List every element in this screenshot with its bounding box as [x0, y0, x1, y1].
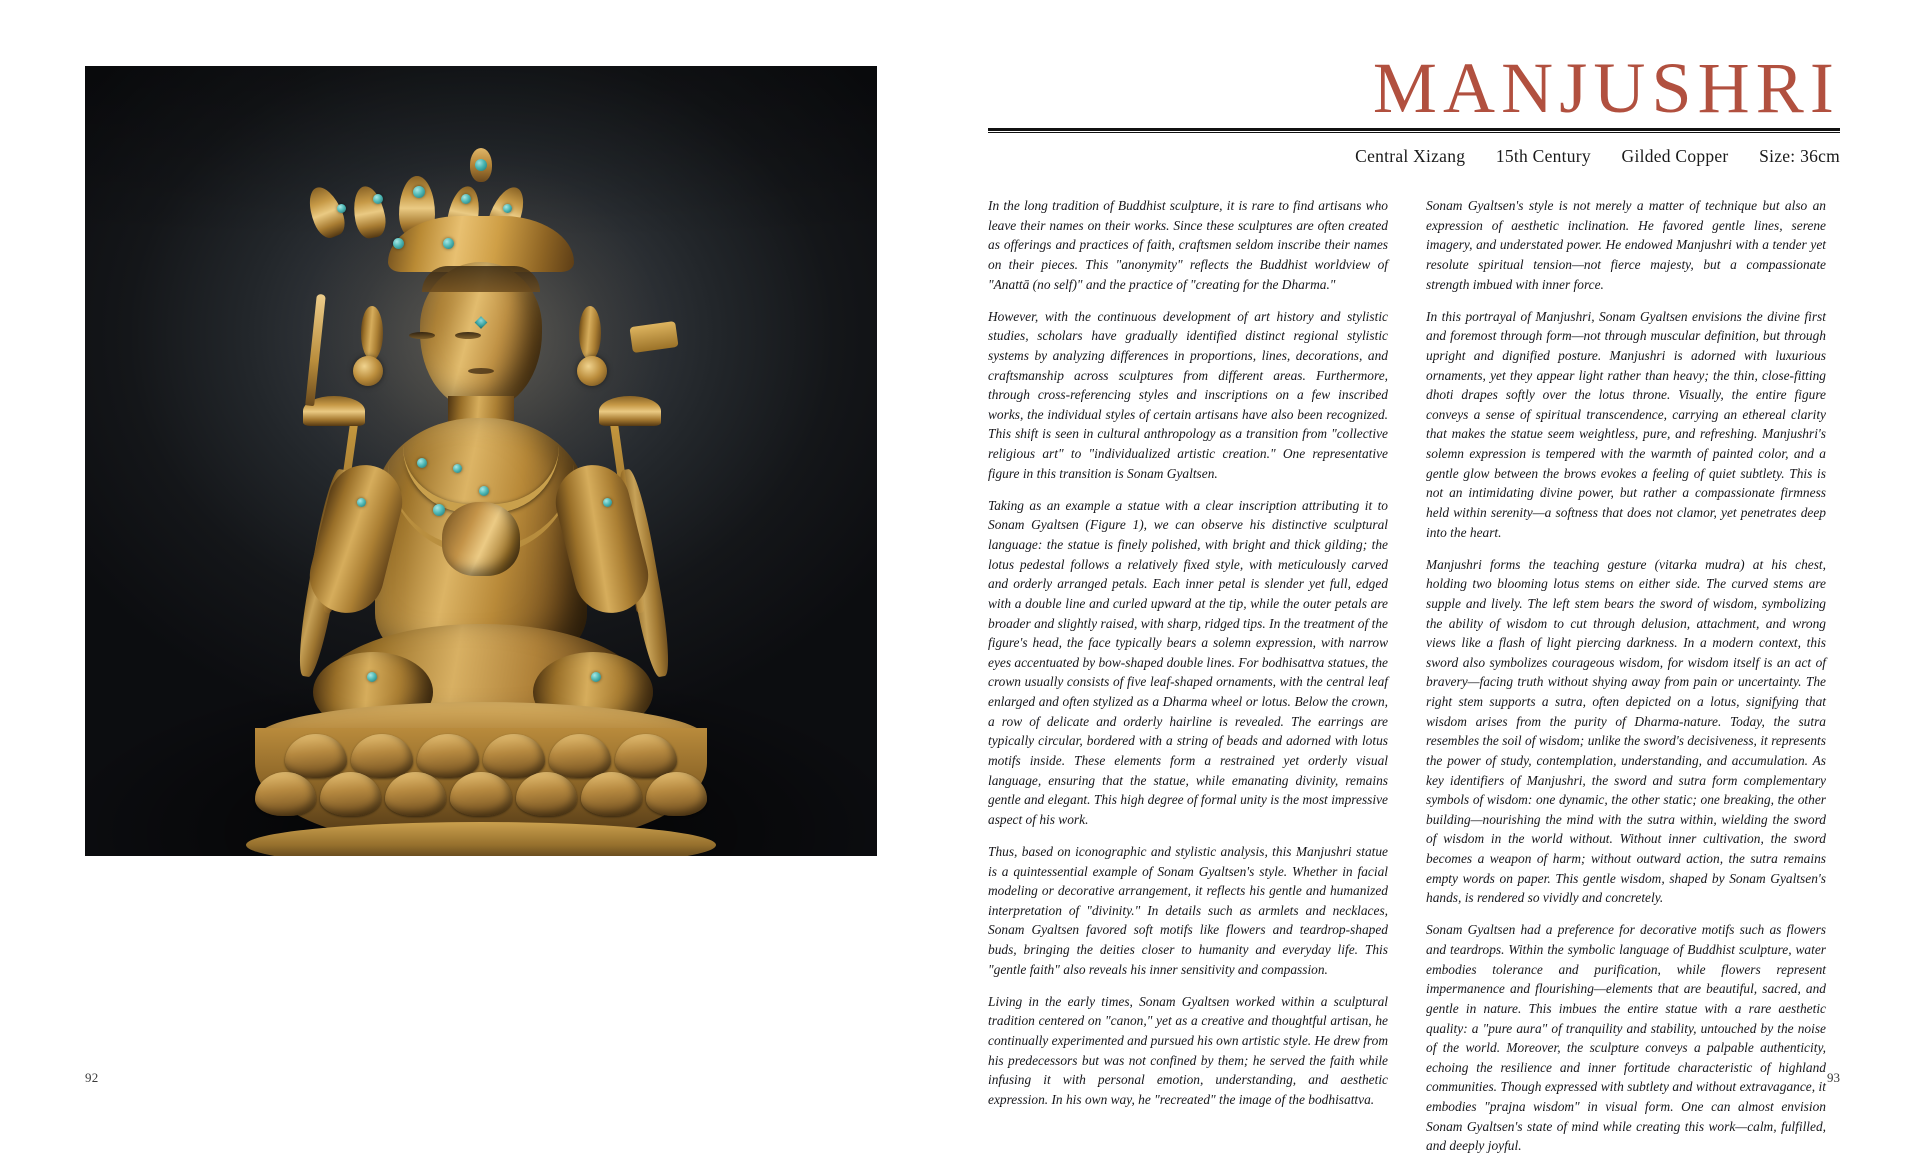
- page-number-left: 92: [85, 1070, 99, 1085]
- necklace-jewel-1: [417, 458, 427, 468]
- eye-left: [409, 332, 435, 339]
- finial-turquoise-jewel: [475, 159, 487, 171]
- paragraph: Taking as an example a statue with a clear inscription attributing it to Sonam Gyaltsen (Figure 1), we can observe his distinctive sculptural language: the statue is finely polished, with bright and thick gilding; the lotus pedestal follows a relatively fixed style, with meticulously carved and orderly arranged petals. Each inner petal is slender yet full, edged with a double line and curled upward at the tip, while the outer petals are broader and slightly raised, with sharp, ridged tips. In the treatment of the figure's head, the face typically bears a solemn expression, with narrow eyes accentuated by bow-shaped double lines. For bodhisattva statues, the crown usually consists of five leaf-shaped ornaments, with the central leaf enlarged and often stylized as a Dharma wheel or lotus. Below the crown, a row of delicate and orderly hairline is revealed. The earrings are typically circular, bordered with a string of beads and adorned with lotus motifs inside. These elements form a restrained yet orderly visual language, ensuring that the statue, while emanating divinity, remains gentle and elegant. This high degree of formal unity is the most impressive aspect of his work.: [988, 497, 1388, 827]
- lotus-petal: [516, 772, 577, 816]
- manjushri-statue-figure: [161, 66, 801, 856]
- lotus-petal: [255, 772, 316, 816]
- title-rule: [988, 128, 1840, 133]
- ear-right: [579, 306, 601, 360]
- lotus-petal: [385, 772, 446, 816]
- lotus-petal: [450, 772, 511, 816]
- lotus-bloom-right: [599, 396, 661, 426]
- crown-jewel-4: [461, 194, 471, 204]
- paragraph: In the long tradition of Buddhist sculpture, it is rare to find artisans who leave their names on their works. Since these sculptures are often created as offerings and practices of faith, craftsmen seldom inscribe their names on their pieces. This "anonymity" reflects the Buddhist worldview of "Anattā (no self)" and the practice of "creating for the Dharma.": [988, 198, 1388, 292]
- throne-base-rim: [246, 822, 716, 856]
- armlet-jewel-left: [357, 498, 366, 507]
- crown-jewel-2: [373, 194, 383, 204]
- meta-origin: Central Xizang: [1355, 146, 1466, 166]
- body-column-left: [988, 196, 1388, 1156]
- armlet-jewel-right: [603, 498, 612, 507]
- crown-jewel-3: [413, 186, 425, 198]
- earring-right: [577, 356, 607, 386]
- pendant-jewel: [433, 504, 445, 516]
- crown-band-jewel-1: [393, 238, 404, 249]
- anklet-jewel-left: [367, 672, 377, 682]
- paragraph: Manjushri forms the teaching gesture (vitarka mudra) at his chest, holding two blooming lotus stems on either side. The curved stems are supple and lively. The left stem bears the sword of wisdom, symbolizing the ability of wisdom to cut through delusion, attachment, and wrong views like a flash of light piercing darkness. In a modern context, this sword also symbolizes courageous wisdom, for wisdom itself is an act of bravery—facing truth without shying away from pain or uncertainty. The right stem supports a sutra, often depicted on a lotus, signifying that wisdom arises from the purity of Dharma-nature. Today, the sutra resembles the soil of wisdom; unlike the sword's decisiveness, it represents the power of study, contemplation, understanding, and accumulation. As key identifiers of Manjushri, the sword and sutra form complementary symbols of wisdom: one dynamic, the other static; one breaking, the other building—nourishing the mind with the sutra within, wielding the sword of wisdom in the world without. Without inner cultivation, the sword becomes a weapon of harm; without outward action, the sutra remains empty words on paper. This gentle wisdom, shaped by Sonam Gyaltsen's hands, is rendered so vividly and concretely.: [1426, 556, 1826, 906]
- meta-size: Size: 36cm: [1759, 146, 1840, 166]
- page-title: MANJUSHRI: [1372, 48, 1840, 128]
- body-column-right: [1426, 196, 1826, 1156]
- meta-material: Gilded Copper: [1621, 146, 1729, 166]
- lotus-petal: [646, 772, 707, 816]
- paragraph: In this portrayal of Manjushri, Sonam Gyaltsen envisions the divine first and foremost through form—not through muscular definition, but through upright and dignified posture. Manjushri is adorned with luxurious ornaments, yet they appear light rather than heavy; the thin, close-fitting dhoti drapes softly over the lotus throne. Visually, the entire figure conveys a sense of spiritual transcendence, carrying an ethereal clarity that makes the statue seem weightless, pure, and refreshing. Manjushri's solemn expression is tempered with the warmth of painted color, and a gentle glow between the brows evokes a feeling of quiet subtlety. This is not an intimidating divine power, but rather a compassionate firmness held within serenity—a softness that does not clamor, yet penetrates deep into the heart.: [1426, 308, 1826, 540]
- sutra-scroll: [629, 321, 678, 353]
- ear-left: [361, 306, 383, 360]
- page-number-right: 93: [1827, 1070, 1840, 1085]
- lotus-petal: [581, 772, 642, 816]
- paragraph: However, with the continuous development of art history and stylistic studies, scholars have gradually identified distinct regional stylistic systems by analyzing differences in proportions, lines, decorations, and craftsmanship across sculptures from different areas. Furthermore, through cross-referencing styles and inscriptions on a few inscribed works, the individual styles of certain artisans have also been recognized. This shift is seen in cultural anthropology as a transition from "collective religious art" to "individualized artistic creation." One representative figure in this transition is Sonam Gyaltsen.: [988, 308, 1388, 481]
- necklace-jewel-2: [453, 464, 462, 473]
- lotus-petal-row-lower: [255, 772, 707, 816]
- paragraph: Thus, based on iconographic and stylistic analysis, this Manjushri statue is a quintessential example of Sonam Gyaltsen's style. Whether in facial modeling or decorative arrangement, it reflects his gentle and humanized interpretation of "divinity." In details such as armlets and necklaces, Sonam Gyaltsen favored soft motifs like flowers and teardrop-shaped buds, bringing the deities closer to humanity and everyday life. This "gentle faith" also reveals his inner sensitivity and compassion.: [988, 843, 1388, 977]
- lotus-petal: [320, 772, 381, 816]
- eye-right: [455, 332, 481, 339]
- right-page: [960, 0, 1920, 1154]
- earring-left: [353, 356, 383, 386]
- necklace-jewel-3: [479, 486, 489, 496]
- left-page: [0, 0, 960, 1131]
- anklet-jewel-right: [591, 672, 601, 682]
- crown-jewel-1: [337, 204, 346, 213]
- hands-vitarka-mudra: [442, 502, 520, 576]
- body-columns: [988, 196, 1840, 1156]
- crown-band-jewel-2: [443, 238, 454, 249]
- mouth: [468, 368, 494, 374]
- artifact-metadata: [1355, 146, 1840, 167]
- statue-photograph: [85, 66, 877, 856]
- paragraph: Sonam Gyaltsen's style is not merely a matter of technique but also an expression of aesthetic inclination. He favored gentle lines, serene imagery, and understated power. He endowed Manjushri with a tender yet resolute spiritual tension—not fierce majesty, but a compassionate strength imbued with inner force.: [1426, 198, 1826, 292]
- meta-period: 15th Century: [1495, 146, 1591, 166]
- paragraph: Sonam Gyaltsen had a preference for decorative motifs such as flowers and teardrops. Within the symbolic language of Buddhist sculpture, water embodies tolerance and purification, while flowers represent impermanence and flourishing—elements that are beautiful, sacred, and gentle in nature. This imbues the entire statue with a rare aesthetic quality: a "pure aura" of tranquility and stability, untouched by the noise of the world. Moreover, the sculpture conveys a palpable authenticity, echoing the resilience and inner fortitude characteristic of highland communities. Though expressed with subtlety and without extravagance, it embodies "prajna wisdom" in visual form. One can almost envision Sonam Gyaltsen's state of mind while creating this work—calm, fulfilled, and deeply joyful.: [1426, 922, 1826, 1154]
- paragraph: Living in the early times, Sonam Gyaltsen worked within a sculptural tradition centered on "canon," yet as a creative and thoughtful artisan, he continually experimented and pursued his own artistic style. He drew from his predecessors but was not confined by them; he served the faith while infusing it with personal emotion, understanding, and aesthetic expression. In his own way, he "recreated" the image of the bodhisattva.: [988, 993, 1388, 1107]
- crown-jewel-5: [503, 204, 512, 213]
- hairline: [422, 266, 540, 292]
